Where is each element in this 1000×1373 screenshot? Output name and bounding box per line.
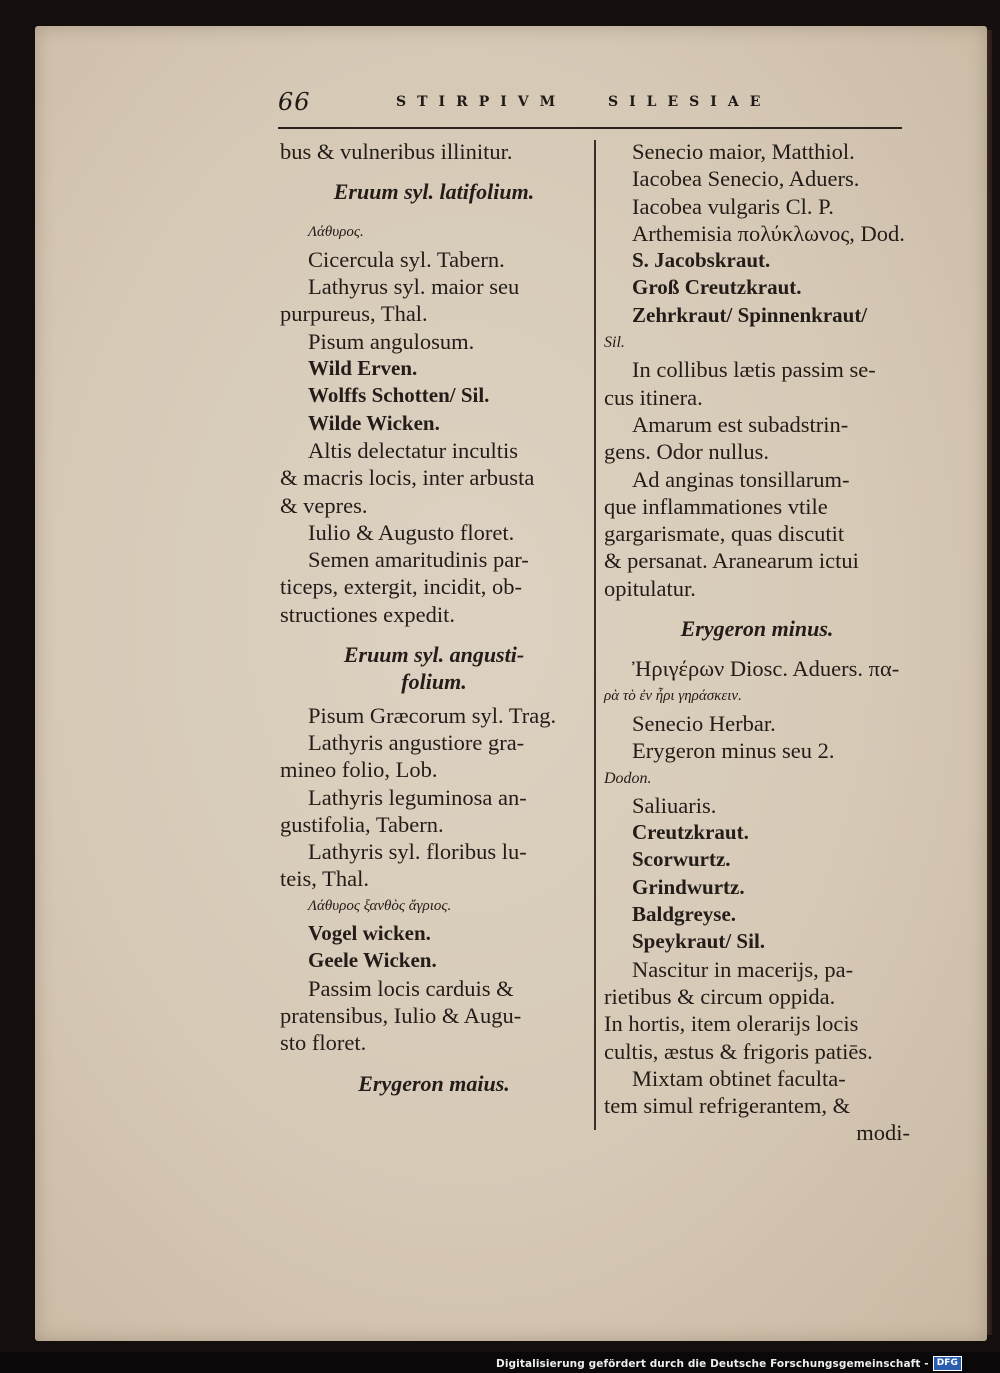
text-line: In collibus lætis passim se- [632, 357, 876, 383]
text-line: Nascitur in macerijs, pa- [632, 956, 854, 982]
left-column [280, 138, 588, 1097]
catchword: modi- [856, 1120, 910, 1146]
text-line: Amarum est subadstrin- [632, 411, 849, 437]
vernacular-name: Wilde Wicken. [308, 410, 440, 435]
vernacular-name: Wolffs Schotten/ Sil. [308, 383, 490, 408]
text-line: & vepres. [280, 492, 368, 518]
text-line: Saliuaris. [632, 792, 717, 818]
dfg-logo: DFG [933, 1356, 962, 1371]
spacer [604, 602, 910, 615]
text-line: Iacobea Senecio, Aduers. [632, 166, 860, 192]
text-line: Lathyris angustiore gra- [308, 729, 525, 755]
page-number: 66 [278, 88, 311, 116]
text-line: ticeps, extergit, incidit, ob- [280, 574, 523, 600]
entry-heading: Erygeron maius. [358, 1070, 510, 1096]
text-line: opitulatur. [604, 575, 696, 601]
greek-name: Λάθυρος. [308, 223, 364, 240]
text-line: Lathyrus syl. maior seu [308, 274, 520, 300]
text-line: & persanat. Aranearum ictui [604, 548, 859, 574]
running-title-word-2: SILESIAE [608, 94, 772, 110]
text-line: Lathyris leguminosa an- [308, 784, 527, 810]
author-citation: Sil. [604, 334, 625, 352]
vernacular-name: Scorwurtz. [632, 847, 731, 872]
text-line: Iulio & Augusto floret. [308, 519, 515, 545]
head-rule [278, 127, 902, 129]
text-line: Semen amaritudinis par- [308, 547, 529, 573]
text-line: teis, Thal. [280, 866, 369, 892]
text-line: gustifolia, Tabern. [280, 811, 444, 837]
text-line: cus itinera. [604, 384, 703, 410]
text-line: In hortis, item olerarijs locis [604, 1011, 859, 1037]
spacer [280, 628, 588, 641]
vernacular-name: Zehrkraut/ Spinnenkraut/ [632, 302, 868, 327]
vernacular-name: Grindwurtz. [632, 874, 745, 899]
vernacular-name: Vogel wicken. [308, 921, 431, 946]
spacer [280, 206, 588, 219]
text-line: Cicercula syl. Tabern. [308, 246, 505, 272]
entry-heading: folium. [401, 669, 467, 695]
text-line: Erygeron minus seu 2. [632, 738, 835, 764]
text-line: Mixtam obtinet faculta- [632, 1065, 846, 1091]
credit-text: Digitalisierung gefördert durch die Deutsche Forschungsgemeinschaft - [496, 1357, 929, 1370]
vernacular-name: Creutzkraut. [632, 820, 749, 845]
spacer [280, 165, 588, 178]
text-line: Pisum Græcorum syl. Trag. [308, 702, 557, 728]
text-line: structiones expedit. [280, 601, 455, 627]
column-rule [594, 140, 596, 1130]
author-citation: Dodon. [604, 769, 652, 787]
vernacular-name: Geele Wicken. [308, 948, 437, 973]
text-line: Ad anginas tonsillarum- [632, 466, 850, 492]
entry-heading: Eruum syl. latifolium. [333, 179, 535, 205]
text-line: bus & vulneribus illinitur. [280, 139, 513, 164]
greek-name: ρὰ τὸ ἐν ἦρι γηράσκειν. [604, 687, 742, 704]
vernacular-name: Groß Creutzkraut. [632, 275, 802, 300]
text-line: cultis, æstus & frigoris patiēs. [604, 1038, 873, 1064]
vernacular-name: Baldgreyse. [632, 902, 737, 927]
text-line: Lathyris syl. floribus lu- [308, 839, 527, 865]
text-line: Arthemisia πολύκλωνος, Dod. [632, 220, 905, 246]
vernacular-name: S. Jacobskraut. [632, 248, 771, 273]
text-line: gens. Odor nullus. [604, 439, 769, 465]
greek-name: Λάθυρος ξανθὸς ἄγριος. [308, 897, 452, 914]
text-line: Senecio Herbar. [632, 710, 776, 736]
entry-heading: Eruum syl. angusti- [343, 642, 525, 668]
running-title-word-1: STIRPIVM [396, 94, 567, 110]
text-line: pratensibus, Iulio & Augu- [280, 1002, 522, 1028]
digitization-credit [496, 1356, 962, 1371]
text-line: Pisum angulosum. [308, 328, 475, 354]
text-line: sto floret. [280, 1030, 367, 1056]
spacer [604, 642, 910, 655]
text-line: purpureus, Thal. [280, 301, 428, 327]
spacer [280, 1057, 588, 1070]
text-line: Passim locis carduis & [308, 975, 514, 1001]
text-line: & macris locis, inter arbusta [280, 465, 535, 491]
text-line: rietibus & circum oppida. [604, 983, 836, 1009]
entry-heading: Erygeron minus. [680, 616, 834, 642]
text-line: gargarismate, quas discutit [604, 521, 845, 547]
text-line: tem simul refrigerantem, & [604, 1093, 851, 1119]
text-line: Senecio maior, Matthiol. [632, 139, 855, 164]
text-line: Ἠριγέρων Diosc. Aduers. πα- [632, 656, 900, 682]
text-line: que inflammationes vtile [604, 493, 828, 519]
right-column [604, 138, 910, 1147]
running-head [278, 88, 898, 122]
text-line: Iacobea vulgaris Cl. P. [632, 193, 834, 219]
vernacular-name: Wild Erven. [308, 356, 418, 381]
vernacular-name: Speykraut/ Sil. [632, 929, 766, 954]
text-line: mineo folio, Lob. [280, 757, 438, 783]
text-line: Altis delectatur incultis [308, 437, 518, 463]
